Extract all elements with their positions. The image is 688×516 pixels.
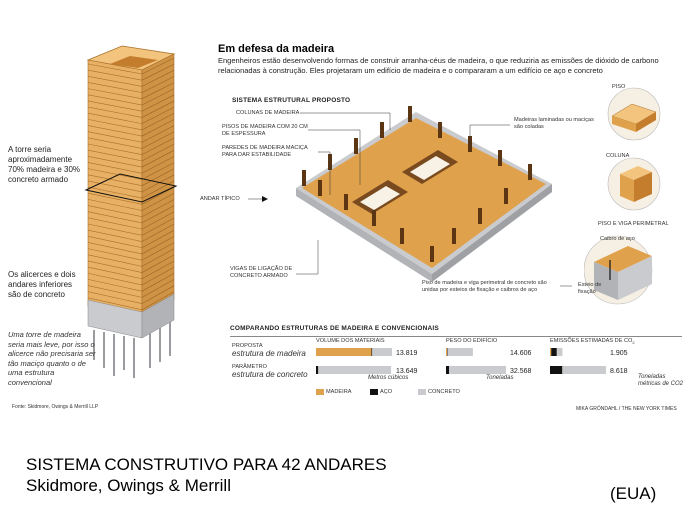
col-peso-title: PESO DO EDIFÍCIO [446, 338, 498, 344]
label-piso-viga-note: Piso de madeira e viga perimetral de concreto são unidas por esteios de fixação e caibros de aço [422, 280, 547, 293]
unit-emissoes: Toneladas métricas de CO2 [638, 374, 684, 387]
col-volume-title: VOLUME DOS MATERIAIS [316, 338, 385, 344]
bar-concreto-1 [562, 366, 606, 374]
bar-concreto-0 [557, 348, 563, 356]
legend-swatch-aco [370, 389, 378, 395]
caption-region: (EUA) [610, 484, 657, 503]
bar-madeira-0 [316, 348, 371, 356]
label-vigas: VIGAS DE LIGAÇÃO DE CONCRETO ARMADO [230, 266, 293, 279]
detail-caibro-label: Caibro de aço [600, 236, 635, 242]
intro-text: Engenheiros estão desenvolvendo formas de construir arranha-céus de madeira, o que reduziria as emissões de dióxido de carbono relacionadas à construção. Eles projetaram um edifício de madeira e o compararam a um edifício ce aço e concreto [218, 56, 659, 75]
tower-note-foundation: Os alicerces e dois andares inferiores são de concreto [8, 270, 76, 299]
system-heading: SISTEMA ESTRUTURAL PROPOSTO [232, 97, 351, 104]
bar-aço-1 [316, 366, 318, 374]
bar-madeira-0 [446, 348, 447, 356]
compare-heading: COMPARANDO ESTRUTURAS DE MADEIRA E CONVENCIONAIS [230, 325, 439, 332]
row1-tag: PROPOSTA [232, 343, 263, 349]
row2-name: estrutura de concreto [232, 370, 308, 379]
source-credit: Fonte: Skidmore, Owings & Merrill LLP [12, 404, 99, 410]
bar-concreto-1 [449, 366, 506, 374]
detail-coluna-label: COLUNA [606, 153, 630, 159]
label-andar-tipico: ANDAR TÍPICO [200, 196, 240, 202]
col-emissoes-title: EMISSÕES ESTIMADAS DE $CO_2$ [550, 338, 635, 346]
caption-author: Skidmore, Owings & Merrill [26, 476, 231, 495]
unit-peso: Toneladas [486, 375, 514, 381]
row1-name: estrutura de madeira [232, 349, 306, 358]
value-label: 13.649 [396, 368, 418, 375]
legend-aco: AÇO [380, 389, 393, 395]
bar-concreto-0 [372, 348, 392, 356]
value-label: 13.819 [396, 350, 418, 357]
label-colunas: COLUNAS DE MADEIRA [236, 110, 300, 116]
bar-concreto-1 [318, 366, 391, 374]
bar-aço-0 [371, 348, 372, 356]
bar-madeira-0 [550, 348, 551, 356]
legend-swatch-concreto [418, 389, 426, 395]
value-label: 32.568 [510, 368, 532, 375]
label-pisos: PISOS DE MADEIRA COM 20 CM DE ESPESSURA [222, 124, 308, 137]
tower-note-composition: A torre seria aproximadamente 70% madeira e 30% concreto armado [8, 145, 81, 184]
page-title: Em defesa da madeira [218, 43, 335, 55]
label-laminadas: Madeiras laminadas ou maciças são coladas [514, 117, 594, 130]
value-label: 1.905 [610, 350, 628, 357]
row2-tag: PARÂMETRO [232, 364, 268, 370]
bar-aço-1 [550, 366, 562, 374]
tower-note-lighter: Uma torre de madeira seria mais leve, por isso o alicerce não precisaria ser tão maciço quanto o de uma estrutura convencional [8, 330, 96, 387]
detail-esteio-label: Esteio de fixação [578, 282, 602, 295]
unit-volume: Metros cúbicos [368, 375, 409, 381]
photo-credit: MIKA GRÖNDAHL / THE NEW YORK TIMES [576, 406, 677, 412]
value-label: 14.606 [510, 350, 532, 357]
legend-concreto: CONCRETO [428, 389, 460, 395]
legend-swatch-madeira [316, 389, 324, 395]
bar-aço-0 [447, 348, 448, 356]
legend-madeira: MADEIRA [326, 389, 352, 395]
bar-aço-1 [446, 366, 449, 374]
caption-title: SISTEMA CONSTRUTIVO PARA 42 ANDARES [26, 455, 387, 474]
bar-concreto-0 [448, 348, 473, 356]
detail-piso-label: PISO [612, 84, 626, 90]
value-label: 8.618 [610, 368, 628, 375]
detail-piso-viga-label: PISO E VIGA PERIMETRAL [598, 221, 669, 227]
bar-aço-0 [551, 348, 557, 356]
label-paredes: PAREDES DE MADEIRA MACIÇA PARA DAR ESTABILIDADE [222, 145, 308, 158]
